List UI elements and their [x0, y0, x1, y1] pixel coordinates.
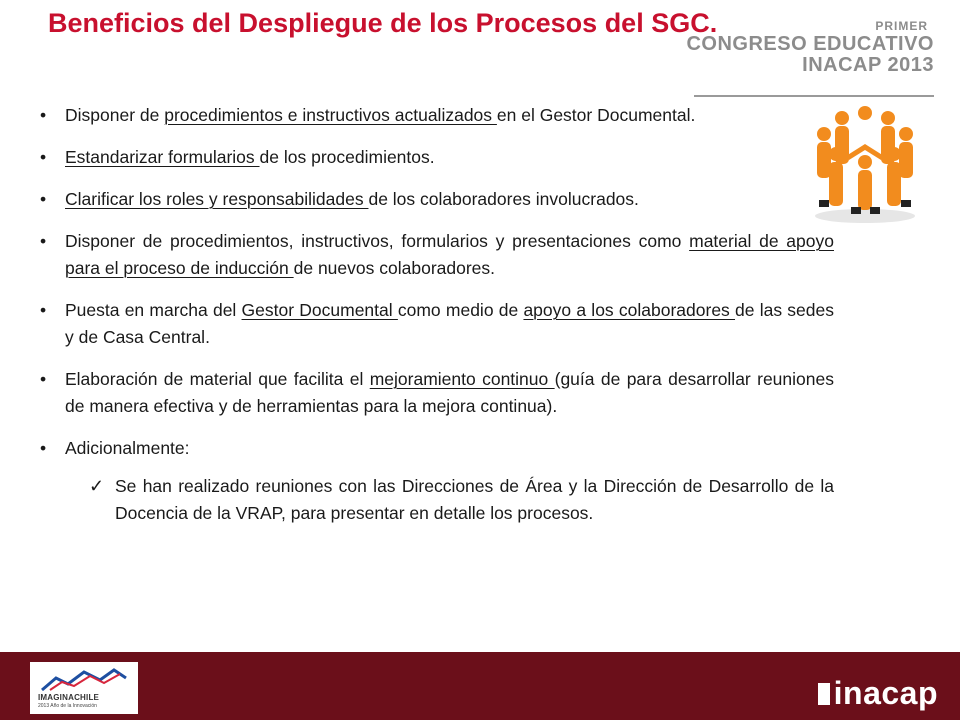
bullet-underlined: mejoramiento continuo	[369, 369, 555, 389]
bullet-icon: •	[40, 369, 47, 389]
bullet-item	[40, 435, 834, 462]
bullet-list	[40, 102, 834, 527]
bullet-underlined: material de apoyo para el proceso de inducción	[65, 231, 834, 278]
bullet-underlined: Estandarizar formularios	[65, 147, 260, 167]
bullet-text: Disponer de procedimientos, instructivos, formularios y presentaciones como	[65, 231, 690, 251]
bullet-item	[40, 366, 834, 420]
bullet-text: de las sedes y de Casa Central.	[65, 300, 834, 347]
bullet-text: Disponer de	[65, 105, 165, 125]
bullet-text: Adicionalmente:	[65, 438, 190, 458]
bullet-underlined: procedimientos e instructivos actualizados	[164, 105, 497, 125]
bullet-icon: •	[40, 189, 47, 209]
inacap-square-icon	[818, 683, 830, 705]
checkmark-icon: ✓	[89, 476, 105, 496]
bullet-text: Puesta en marcha del	[65, 300, 242, 320]
bullet-underlined: apoyo a los colaboradores	[523, 300, 736, 320]
imaginachile-mark-icon	[40, 668, 128, 692]
bullet-text: en el Gestor Documental.	[496, 105, 696, 125]
bullet-icon: •	[40, 438, 47, 458]
bullet-icon: •	[40, 147, 47, 167]
checklist-text: Se han realizado reuniones con las Direcciones de Área y la Dirección de Desarrollo de la Docencia de la VRAP, para presentar en detalle los procesos.	[115, 476, 834, 523]
bullet-item	[40, 144, 834, 171]
inacap-name: inacap	[833, 675, 938, 711]
bullet-icon: •	[40, 105, 47, 125]
imaginachile-subtitle: 2013 Año de la Innovación	[38, 703, 97, 709]
imaginachile-name: IMAGINACHILE	[38, 693, 100, 702]
congress-line2: CONGRESO EDUCATIVO	[686, 33, 934, 55]
bullet-icon: •	[40, 300, 47, 320]
bullet-item	[40, 297, 834, 351]
bullet-underlined: Clarificar los roles y responsabilidades	[65, 189, 369, 209]
congress-line1: PRIMER	[875, 19, 928, 33]
bullet-text: de los colaboradores involucrados.	[368, 189, 639, 209]
header-divider	[694, 95, 934, 97]
bullet-item	[40, 102, 834, 129]
bullet-item	[40, 228, 834, 282]
slide-title: Beneficios del Despliegue de los Procesos del SGC.	[48, 8, 718, 38]
bullet-item	[40, 186, 834, 213]
congress-line3: INACAP 2013	[802, 54, 934, 76]
bullet-text: como medio de	[397, 300, 524, 320]
inacap-logo	[818, 675, 938, 712]
bullet-underlined: Gestor Documental	[241, 300, 398, 320]
footer-bar	[0, 652, 960, 720]
bullet-text: de nuevos colaboradores.	[293, 258, 496, 278]
checklist-item	[89, 473, 834, 527]
bullet-text: de los procedimientos.	[259, 147, 435, 167]
bullet-text: Elaboración de material que facilita el	[65, 369, 370, 389]
bullet-icon: •	[40, 231, 47, 251]
bullet-text: (guía de para desarrollar reuniones de manera efectiva y de herramientas para la mejora continua).	[65, 369, 834, 416]
imaginachile-logo	[30, 662, 138, 714]
congress-logo	[686, 20, 934, 75]
